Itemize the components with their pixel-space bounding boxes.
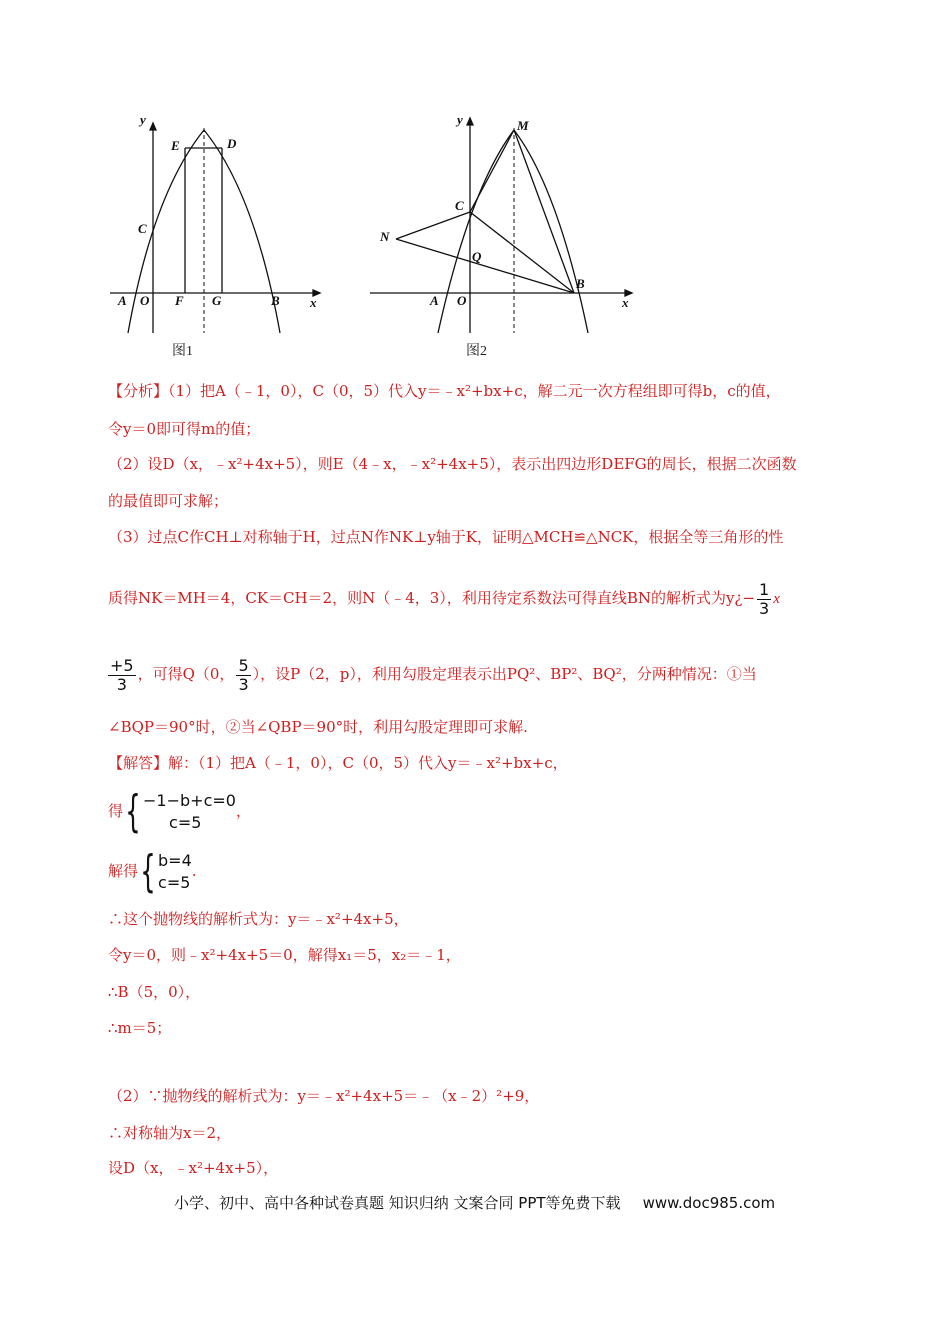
fig2-segment-mb: [514, 130, 574, 293]
figure-2-caption: 图2: [466, 344, 487, 359]
fig1-label-o: O: [140, 293, 150, 308]
fig1-parabola: [128, 130, 280, 333]
answer-line-3: 令y＝0，则﹣x²+4x+5＝0，解得x₁＝5，x₂＝﹣1，: [108, 946, 461, 964]
analysis-text-7-post: ），设P（2，p），利用勾股定理表示出PQ²、BP²、BQ²，分两种情况：①当: [252, 665, 757, 683]
answer-system-2: [108, 846, 197, 896]
analysis-text-1: （1）把A（﹣1，0），C（0，5）代入y＝﹣x²+bx+c，解二元一次方程组即可得b，c的值，: [168, 382, 781, 400]
fig1-label-a: A: [118, 293, 127, 308]
fig2-label-b: B: [576, 276, 585, 291]
system-2-suffix: .: [191, 862, 197, 880]
fraction-numerator: +5: [110, 655, 134, 675]
figure-2: [360, 108, 650, 338]
fig1-label-x: x: [310, 295, 317, 310]
answer-line-7: ∴对称轴为x＝2，: [108, 1124, 232, 1142]
left-brace-icon: {: [140, 846, 156, 897]
fig1-label-c: C: [138, 221, 147, 236]
fig1-label-f: F: [175, 293, 184, 308]
fig1-label-y: y: [140, 112, 146, 127]
answer-line-4: ∴B（5，0），: [108, 983, 201, 1001]
fig1-label-g: G: [212, 293, 222, 308]
fraction-numerator: 5: [238, 655, 249, 675]
fig1-label-e: E: [171, 138, 180, 153]
system-1-equations: [143, 790, 236, 834]
answer-tag: 【解答】: [108, 754, 169, 772]
fig1-label-b: B: [271, 293, 280, 308]
analysis-line-6: [108, 578, 780, 619]
analysis-text-6: 质得NK＝MH＝4，CK＝CH＝2，则N（﹣4，3），利用待定系数法可得直线BN的解析式为y¿−: [108, 589, 756, 607]
figure-1-caption: 图1: [172, 344, 193, 359]
fraction-denominator: 3: [238, 674, 249, 694]
page-footer: [174, 1192, 775, 1213]
fraction-five-thirds-b: [236, 657, 250, 694]
system-1-row-2: c=5: [169, 813, 202, 832]
fig2-label-n: N: [380, 229, 390, 244]
fig2-label-q: Q: [472, 249, 482, 264]
answer-line-6: （2）∵抛物线的解析式为：y＝﹣x²+4x+5＝﹣（x﹣2）²+9，: [108, 1087, 540, 1105]
answer-system-1: [108, 786, 251, 836]
answer-line-1: [108, 752, 568, 774]
fig2-segment-nb: [396, 239, 574, 293]
fig2-segment-cm: [470, 130, 514, 212]
fraction-numerator: 1: [759, 579, 770, 599]
fraction-five-thirds-a: [108, 657, 136, 694]
analysis-line-2: 令y＝0即可得m的值；: [108, 420, 261, 438]
analysis-line-8: ∠BQP＝90°时，②当∠QBP＝90°时，利用勾股定理即可求解.: [108, 718, 528, 736]
left-brace-icon: {: [125, 786, 141, 837]
fig2-label-a: A: [430, 293, 439, 308]
analysis-line-1: [108, 380, 781, 402]
system-1-suffix: ，: [235, 802, 251, 820]
answer-line-2: ∴这个抛物线的解析式为：y＝﹣x²+4x+5，: [108, 910, 409, 928]
fig2-label-o: O: [457, 293, 467, 308]
system-2-row-2: c=5: [158, 873, 191, 892]
analysis-line-7: [108, 652, 757, 696]
fig1-label-d: D: [227, 136, 237, 151]
figure-1: [100, 108, 340, 338]
analysis-tag: 【分析】: [108, 382, 169, 400]
fraction-denominator: 3: [759, 598, 770, 618]
fraction-denominator: 3: [116, 674, 127, 694]
system-2-prefix: 解得: [108, 862, 139, 880]
analysis-line-4: 的最值即可求解；: [108, 492, 229, 510]
system-2-row-1: b=4: [158, 851, 192, 870]
footer-text: 小学、初中、高中各种试卷真题 知识归纳 文案合同 PPT等免费下载: [174, 1194, 621, 1212]
system-1-prefix: 得: [108, 802, 124, 820]
fraction-one-third: [757, 581, 771, 618]
system-2-equations: [158, 850, 192, 894]
fig2-segment-nc: [396, 212, 470, 239]
answer-text-1: 解：（1）把A（﹣1，0），C（0，5）代入y＝﹣x²+bx+c，: [168, 754, 568, 772]
fig2-label-x: x: [622, 295, 629, 310]
system-1-row-1: −1−b+c=0: [143, 791, 236, 810]
fig2-label-m: M: [517, 118, 529, 133]
fig2-label-c: C: [455, 198, 464, 213]
footer-url[interactable]: www.doc985.com: [642, 1194, 776, 1212]
fig2-label-y: y: [457, 112, 463, 127]
answer-line-8: 设D（x，﹣x²+4x+5），: [108, 1159, 279, 1177]
analysis-line-3: （2）设D（x，﹣x²+4x+5），则E（4﹣x，﹣x²+4x+5），表示出四边形DEFG的周长，根据二次函数: [108, 455, 797, 473]
analysis-line-5: （3）过点C作CH⊥对称轴于H，过点N作NK⊥y轴于K，证明△MCH≌△NCK，根据全等三角形的性: [108, 528, 784, 546]
analysis-text-6-x: x: [773, 591, 780, 607]
analysis-text-7-mid: ，可得Q（0，: [137, 665, 235, 683]
answer-line-5: ∴m＝5；: [108, 1019, 172, 1037]
